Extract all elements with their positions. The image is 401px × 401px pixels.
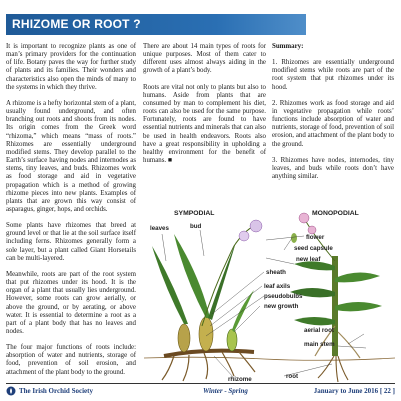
sympodial-plant xyxy=(152,220,262,381)
flower-shape xyxy=(250,220,262,232)
summary-item: 3. Rhizomes have nodes, internodes, tiny leaves, and buds while roots don’t have anything similar. xyxy=(272,156,394,181)
page-footer xyxy=(6,386,395,398)
pseudobulb-shape xyxy=(199,317,213,351)
society-logo-icon xyxy=(6,386,16,396)
flower-stem-shape xyxy=(202,226,254,326)
label-aerial-root: aerial root xyxy=(304,327,334,334)
label-flower: flower xyxy=(306,234,325,241)
paragraph: A rhizome is a hefty horizontal stem of a plant, usually found underground, and often branching out roots and shoots from its nodes. Its origin comes from the Greek word “rhizoma,” which means “mass of roots.” Rhizomes are essentially underground modified stems. They develop parallel to the Earth’s surface having nodes and internodes as stems, tiny leaves, and buds. Rhizomes work as food storage and aid in vegetative propagation which is a method of growing rhizome pieces into new plants. Examples of plants that are grown this way consist of asparagus, ginger, hops, and orchids. xyxy=(6,99,136,213)
orchid-growth-diagram xyxy=(144,206,395,386)
column-1 xyxy=(6,43,136,385)
article-title-bar xyxy=(6,14,306,35)
label-new-leaf: new leaf xyxy=(296,256,321,263)
label-bud: bud xyxy=(190,223,202,230)
column-2 xyxy=(143,43,266,173)
pseudobulb-shape xyxy=(178,324,190,352)
paragraph: It is important to recognize plants as one of man’s primary providers for the continuation of life. Botany paves the way for further study of plants and its families. Their wonders and characteristics also open the minds of many to the systems in which they thrive. xyxy=(6,43,136,91)
label-seed-capsule: seed capsule xyxy=(294,245,333,252)
label-new-growth: new growth xyxy=(264,303,299,310)
leaf-shape xyxy=(335,272,380,282)
paragraph: There are about 14 main types of roots for unique purposes. Most of them cater to different uses almost always aiding in the growth of a plant’s body. xyxy=(143,43,266,75)
leaf-shape xyxy=(335,302,382,311)
new-growth-shape xyxy=(227,329,237,351)
sympodial-heading: SYMPODIAL xyxy=(174,210,215,217)
paragraph: Roots are vital not only to plants but also to humans. Aside from plants that are consumed by man to complement his diet, roots can also be used for the same purpose. Fortunately, roots are found to have essential nutrients and minerals that can also be used in health endeavors. Roots also have a great responsibility in upholding a healthy environment for the benefit of humans. ■ xyxy=(143,83,266,165)
column-3-summary xyxy=(272,43,394,189)
summary-item: 1. Rhizomes are essentially underground modified stems while roots are part of the root system that put rhizomes under its hood. xyxy=(272,59,394,91)
diagram-svg xyxy=(144,206,395,386)
leaf-shape xyxy=(294,317,335,325)
monopodial-plant xyxy=(290,213,382,382)
label-root: root xyxy=(286,373,299,380)
article-title: RHIZOME OR ROOT ? xyxy=(12,17,141,31)
label-leaves: leaves xyxy=(150,225,169,232)
society-name: The Irish Orchid Society xyxy=(19,387,93,395)
label-main-stem: main stem xyxy=(304,341,335,348)
paragraph: Meanwhile, roots are part of the root system that put rhizomes under its hood. It is the organ of a plant that usually lies underground. However, some roots can grow aerially, or above the ground, or by aerating, or above water. It is essential to determine a root as a part of a plant body that has no leaves and nodes. xyxy=(6,270,136,335)
footer-divider xyxy=(6,383,395,384)
ground-line xyxy=(144,357,395,360)
issue-date-page: January to June 2016 [ 22 ] xyxy=(313,387,395,395)
paragraph: The four major functions of roots include: absorption of water and nutrients, storage of food, prevention of soil erosion, and attachment of the plant body to the ground. xyxy=(6,344,136,376)
summary-heading: Summary: xyxy=(272,43,304,50)
flower-shape xyxy=(239,231,249,241)
flower-shape xyxy=(308,226,316,234)
label-rhizome: rhizome xyxy=(228,376,252,383)
issue-season: Winter - Spring xyxy=(203,387,248,395)
leaf-shape xyxy=(232,290,254,332)
leaf-shape xyxy=(208,242,236,320)
summary-item: 2. Rhizomes work as food storage and aid in vegetative propagation while roots’ functions include absorption of water and nutrients, storage of food, prevention of soil erosion, and attachment of the plant body to the ground. xyxy=(272,99,394,148)
monopodial-heading: MONOPODIAL xyxy=(312,210,359,217)
label-leaf-axils: leaf axils xyxy=(264,283,291,290)
label-pseudobulbs: pseudobulbs xyxy=(264,293,303,300)
label-sheath: sheath xyxy=(266,269,286,276)
flower-shape xyxy=(299,213,309,223)
paragraph: Some plants have rhizomes that breed at ground level or that lie at the soil surface itself including ferns. Rhizomes generally form a sole layer, but a plant called Giant Horsetails can be multi-layered. xyxy=(6,222,136,262)
